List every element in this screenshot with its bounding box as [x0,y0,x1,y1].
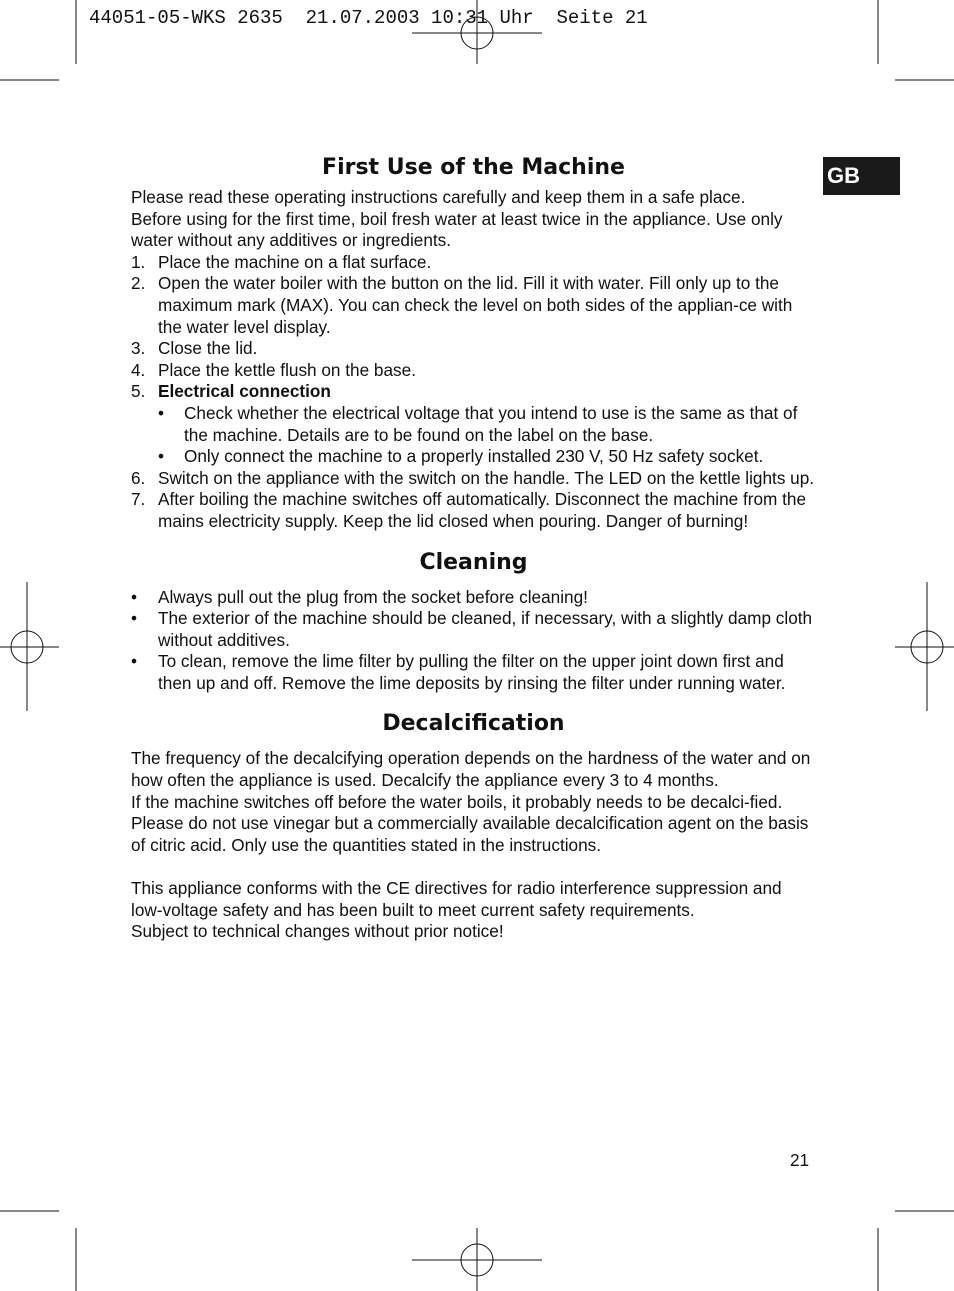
first-use-steps [131,252,816,403]
list-item [131,381,816,403]
list-item [131,273,816,338]
section-heading-decalcification: Decalcification [382,711,565,737]
step-text: Open the water boiler with the button on the lid. Fill it with water. Fill only up to the maximum mark (MAX). You can check the level on both sides of the applian-ce with the water level display. [158,273,793,337]
step-number: 3. [131,338,146,359]
section-heading-cleaning: Cleaning [419,549,528,575]
first-use-steps-continued [131,468,816,533]
bullet-icon: • [131,586,138,607]
list-item [131,403,816,446]
step-number: 4. [131,359,146,380]
registration-mark-left [0,582,59,711]
list-item [131,360,816,382]
step-text: Close the lid. [158,338,258,359]
bullet-icon: • [158,446,165,467]
bullet-icon: • [158,402,165,423]
step-text: Place the machine on a flat surface. [158,251,432,272]
step-text: Switch on the appliance with the switch on the handle. The LED on the kettle lights up. [158,467,815,488]
electrical-connection-bullets [131,403,816,468]
step-number: 7. [131,489,146,510]
decalcification-paragraph: If the machine switches off before the water boils, it probably needs to be decalci-fied. [131,791,783,812]
bullet-text: The exterior of the machine should be cleaned, if necessary, with a slightly damp cloth without additives. [158,608,813,650]
list-item [131,608,816,651]
step-text: After boiling the machine switches off automatically. Disconnect the machine from the mains electricity supply. Keep the lid closed when pouring. Danger of burning! [158,489,807,531]
step-text-electrical-connection: Electrical connection [158,381,331,402]
step-number: 2. [131,273,146,294]
step-number: 1. [131,251,146,272]
bullet-icon: • [131,608,138,629]
registration-mark-bottom [412,1228,542,1291]
decalcification-paragraph: Please do not use vinegar but a commercially available decalcification agent on the basis of citric acid. Only use the quantities stated in the instructions. [131,813,809,855]
intro-paragraph: Please read these operating instructions carefully and keep them in a safe place. [131,187,746,207]
list-item [131,468,816,490]
page-number: 21 [790,1150,810,1170]
conformity-paragraph: This appliance conforms with the CE directives for radio interference suppression and low-voltage safety and has been built to meet current safety requirements. [131,878,782,920]
decalcification-paragraph: The frequency of the decalcifying operation depends on the hardness of the water and on how often the appliance is used. Decalcify the appliance every 3 to 4 months. [131,748,811,791]
language-badge: GB [823,157,900,195]
bullet-text: Always pull out the plug from the socket before cleaning! [158,586,588,607]
bullet-text: To clean, remove the lime filter by pulling the filter on the upper joint down first and then up and off. Remove the lime deposits by rinsing the filter under running water. [158,651,786,693]
step-number: 5. [131,381,146,402]
paragraph-spacer [131,856,816,878]
print-slug: 44051-05-WKS 2635 21.07.2003 10:31 Uhr Seite 21 [89,7,648,29]
list-item [131,587,816,609]
list-item [131,489,816,532]
step-number: 6. [131,467,146,488]
list-item [131,338,816,360]
section-heading-first-use: First Use of the Machine [322,155,625,180]
cleaning-bullets [131,587,816,695]
bullet-text: Check whether the electrical voltage that you intend to use is the same as that of the machine. Details are to be found on the label on the base. [184,402,798,445]
intro-paragraph: Before using for the first time, boil fresh water at least twice in the appliance. Use only water without any additives or ingredients. [131,208,783,251]
page-content [131,152,816,943]
bullet-text: Only connect the machine to a properly installed 230 V, 50 Hz safety socket. [184,446,764,467]
list-item [131,651,816,694]
conformity-paragraph: Subject to technical changes without prior notice! [131,921,504,942]
registration-mark-right [895,582,954,711]
list-item [131,446,816,468]
step-text: Place the kettle flush on the base. [158,359,416,380]
bullet-icon: • [131,651,138,672]
list-item [131,252,816,274]
